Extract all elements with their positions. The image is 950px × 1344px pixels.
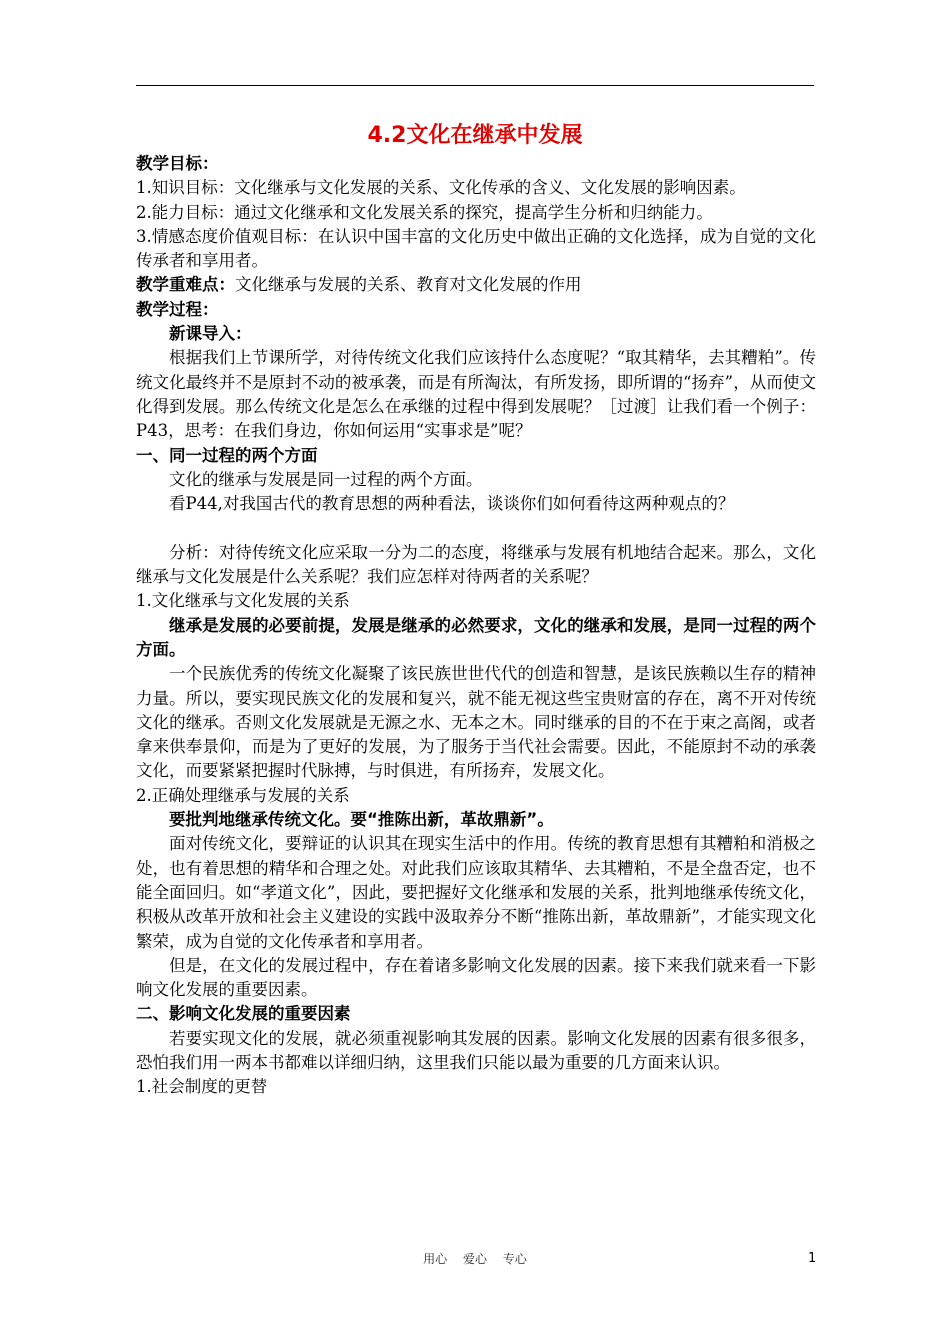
footer-word: 专心 [502, 1252, 527, 1266]
paragraph: 一个民族优秀的传统文化凝聚了该民族世世代代的创造和智慧，是该民族赖以生存的精神力量。所以，要实现民族文化的发展和复兴，就不能无视这些宝贵财富的存在，离不开对传统文化的继承。否则文化发展就是无源之水、无本之木。同时继承的目的不在于束之高阁，或者拿来供奉景仰，而是为了更好的发展，为了服务于当代社会需要。因此，不能原封不动的承袭文化，而要紧紧把握时代脉搏，与时俱进，有所扬弃，发展文化。 [136, 664, 816, 781]
paragraph: 分析：对待传统文化应采取一分为二的态度，将继承与发展有机地结合起来。那么，文化继承与文化发展是什么关系呢？我们应怎样对待两者的关系呢？ [136, 542, 816, 587]
subheading: 1.文化继承与文化发展的关系 [136, 591, 350, 611]
footer-word: 用心 [423, 1252, 448, 1266]
intro-paragraph: 根据我们上节课所学，对待传统文化我们应该持什么态度呢？“取其精华，去其糟粕”。传统文化最终并不是原封不动的被承袭，而是有所淘汰，有所发扬，即所谓的“扬弃”，从而使文化得到发展。那么传统文化是怎么在承继的过程中得到发展呢？［过渡］让我们看一个例子：P43，思考：在我们身边，你如何运用“实事求是”呢？ [136, 348, 816, 441]
paragraph: 面对传统文化，要辩证的认识其在现实生活中的作用。传统的教育思想有其糟粕和消极之处，也有着思想的精华和合理之处。对此我们应该取其精华、去其糟粕，不是全盘否定，也不能全面回归。如“孝道文化”，因此，要把握好文化继承和发展的关系，批判地继承传统文化，积极从改革开放和社会主义建设的实践中汲取养分不断“推陈出新，革故鼎新”，才能实现文化繁荣，成为自觉的文化传承者和享用者。 [136, 834, 816, 951]
document-title: 4.2文化在继承中发展 [367, 123, 583, 148]
objectives-heading: 教学目标： [136, 154, 219, 173]
key-points-label: 教学重难点： [136, 275, 235, 295]
subheading: 2.正确处理继承与发展的关系 [136, 785, 350, 805]
key-points-text: 文化继承与发展的关系、教育对文化发展的作用 [235, 275, 582, 295]
footer-word: 爱心 [462, 1252, 487, 1266]
paragraph: 看P44,对我国古代的教育思想的两种看法，谈谈你们如何看待这两种观点的？ [169, 494, 735, 514]
header-rule [136, 85, 814, 86]
objective-item: 1.知识目标：文化继承与文化发展的关系、文化传承的含义、文化发展的影响因素。 [136, 178, 746, 198]
intro-label: 新课导入： [169, 324, 252, 344]
section1-heading: 一、同一过程的两个方面 [136, 445, 318, 465]
section2-heading: 二、影响文化发展的重要因素 [136, 1004, 351, 1024]
objective-item: 3.情感态度价值观目标：在认识中国丰富的文化历史中做出正确的文化选择，成为自觉的文化传承者和享用者。 [136, 226, 816, 271]
objective-item: 2.能力目标：通过文化继承和文化发展关系的探究，提高学生分析和归纳能力。 [136, 202, 713, 222]
blank-line [136, 516, 816, 540]
subheading: 1.社会制度的更替 [136, 1077, 268, 1097]
key-points [136, 273, 816, 297]
paragraph: 若要实现文化的发展，就必须重视影响其发展的因素。影响文化发展的因素有很多很多，恐怕我们用一两本书都难以详细归纳，这里我们只能以最为重要的几方面来认识。 [136, 1028, 816, 1072]
page-number: 1 [808, 1251, 817, 1266]
paragraph: 文化的继承与发展是同一过程的两个方面。 [169, 469, 483, 489]
process-heading: 教学过程： [136, 299, 219, 319]
document-body [136, 152, 816, 1100]
paragraph: 但是，在文化的发展过程中，存在着诸多影响文化发展的因素。接下来我们就来看一下影响文化发展的重要因素。 [136, 955, 816, 1000]
bold-statement: 要批判地继承传统文化。要“推陈出新，革故鼎新”。 [169, 810, 554, 830]
bold-statement: 继承是发展的必要前提，发展是继承的必然要求，文化的继承和发展，是同一过程的两个方面。 [136, 615, 816, 659]
